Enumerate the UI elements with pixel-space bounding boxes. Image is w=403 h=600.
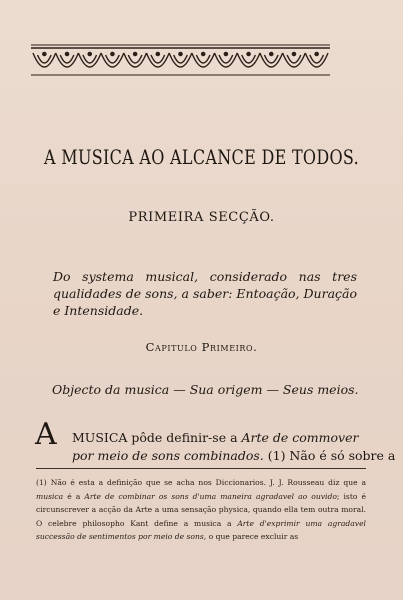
body-text-italic: Arte de commover [241,430,359,445]
chapter-subject: Objecto da musica — Sua origem — Seus meios. [52,382,359,397]
decorative-header-ornament [29,41,332,81]
section-summary: Do systema musical, considerado nas tres qualidades de sons, a saber: Entoação, Duração e Intensidade. [53,269,357,318]
body-text-line-1 [72,430,358,445]
footnote [36,476,366,544]
chapter-heading: Capitulo Primeiro. [145,340,258,354]
footnote-text: , o que parece excluir as [203,532,299,542]
page-title: A MUSICA AO ALCANCE DE TODOS. [44,145,359,169]
footnote-text-italic: musica [36,491,64,501]
section-heading: PRIMEIRA SECÇÃO. [128,210,275,225]
footnote-text-italic: Arte d'exprimir uma agradavel successão de sentimentos por meio de sons [36,518,366,542]
footnote-text: Não é esta a definição que se acha nos Diccionarios. J. J. Rousseau diz que a [50,478,366,487]
footnote-divider [36,468,366,469]
drop-cap: A [35,417,57,452]
footnote-text: ; isto é circunscrever a acção da Arte a uma sensação physica, quando ella tem outra moral. O celebre philosopho Kant define a musica a [36,491,366,528]
footnote-text-italic: Arte de combinar os sons d'uma maneira agradavel ao ouvido [84,491,337,501]
body-text: (1) Não é só sobre a [263,448,396,463]
body-text: MUSICA pôde definir-se a [72,430,242,445]
footnote-number: (1) [36,478,47,487]
body-text-line-2 [72,448,395,463]
body-text-italic: por meio de sons combinados. [72,448,264,463]
footnote-text: é a [63,491,85,501]
